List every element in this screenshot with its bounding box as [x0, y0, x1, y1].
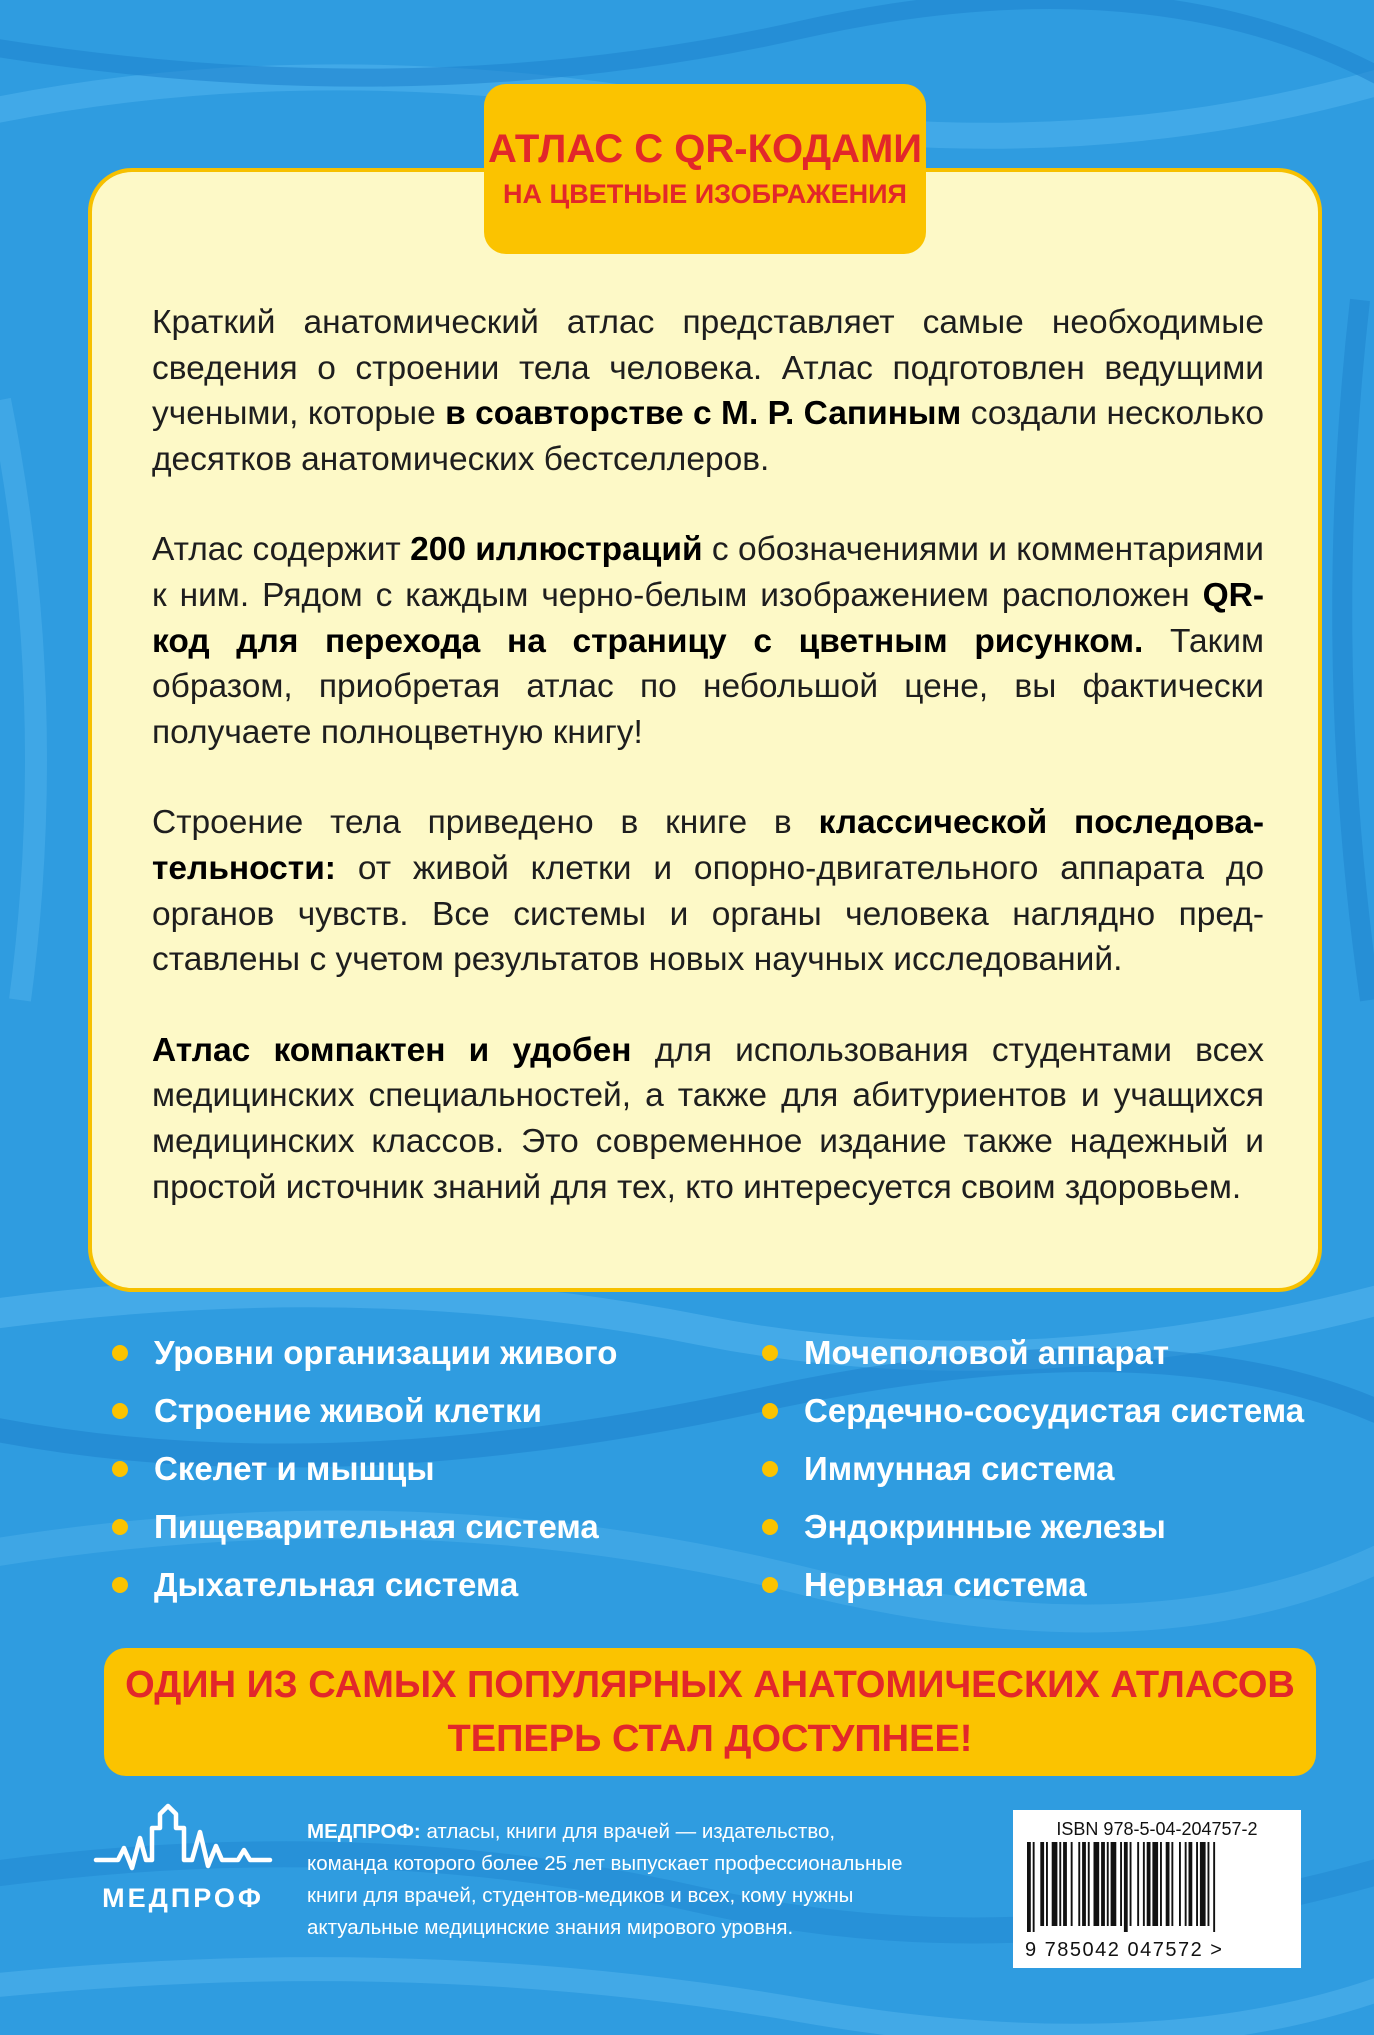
- header-subtitle: НА ЦВЕТНЫЕ ИЗОБРАЖЕНИЯ: [503, 179, 907, 209]
- paragraph-2: Атлас содержит 200 иллюстраций с обозначениями и комментариями к ним. Рядом с каждым черно-белым изображением расположен QR-код для перехода на страницу с цветным рисунком. Таким образом, приобретая атлас по небольшой цене, вы фактически получаете полноцветную книгу!: [152, 531, 1264, 751]
- barcode-bar: [1033, 1842, 1035, 1932]
- barcode-bar: [1046, 1842, 1048, 1926]
- topics-right-column: [750, 1330, 1304, 1620]
- logo-text: МЕДПРОФ: [102, 1883, 264, 1913]
- promo-banner: [104, 1648, 1316, 1776]
- publisher-name: МЕДПРОФ:: [307, 1820, 421, 1843]
- publisher-logo: [88, 1802, 278, 1914]
- barcode-bar: [1200, 1842, 1206, 1926]
- bullet-icon: [112, 1577, 128, 1593]
- list-item: Мочеполовой аппарат: [750, 1330, 1304, 1388]
- topics-left-column: [100, 1330, 617, 1620]
- bullet-icon: [112, 1403, 128, 1419]
- bullet-icon: [762, 1577, 778, 1593]
- paragraph-4: Атлас компактен и удобен для использования студентами всех медицинских специальностей, а также для абитуриентов и учащихся медицинских классов. Это современное издание также надежный и простой источник знаний для тех, кто интересуется своим здоровьем.: [152, 1031, 1264, 1206]
- bullet-icon: [112, 1519, 128, 1535]
- barcode-bar: [1189, 1842, 1193, 1926]
- paragraph-3: Строение тела приведено в книге в классической последовательности: от живой клетки и опорно-двигательного аппарата до органов чувств. Все системы и органы человека наглядно представлены с учетом результатов новых научных исследований.: [152, 804, 1265, 979]
- barcode-bar: [1120, 1842, 1122, 1926]
- barcode-bar: [1124, 1842, 1128, 1932]
- barcode-bar: [1143, 1842, 1145, 1926]
- barcode-bar: [1101, 1842, 1105, 1926]
- barcode-bar: [1147, 1842, 1151, 1926]
- barcode-bar: [1107, 1842, 1109, 1926]
- list-item: Нервная система: [750, 1562, 1304, 1620]
- barcode-bar: [1078, 1842, 1080, 1926]
- barcode-bar: [1166, 1842, 1170, 1926]
- barcode-bar: [1111, 1842, 1117, 1926]
- list-item: Сердечно-сосудистая система: [750, 1388, 1304, 1446]
- barcode-bar: [1063, 1842, 1067, 1926]
- banner-line-1: ОДИН ИЗ САМЫХ ПОПУЛЯРНЫХ АНАТОМИЧЕСКИХ АТЛАСОВ: [125, 1664, 1295, 1706]
- barcode-bar: [1027, 1842, 1031, 1932]
- barcode-bar: [1160, 1842, 1162, 1926]
- list-item: Дыхательная система: [100, 1562, 617, 1620]
- description-text: [152, 300, 1264, 1210]
- barcode-icon: [1025, 1840, 1289, 1932]
- list-item: Эндокринные железы: [750, 1504, 1304, 1562]
- barcode-bar: [1130, 1842, 1132, 1926]
- barcode-bar: [1213, 1842, 1215, 1932]
- highlight: классической последовательности:: [152, 804, 1265, 887]
- barcode-bar: [1094, 1842, 1100, 1926]
- barcode-bar: [1185, 1842, 1187, 1926]
- highlight: Атлас компактен и удобен: [152, 1031, 632, 1069]
- bullet-icon: [762, 1345, 778, 1361]
- bullet-icon: [762, 1461, 778, 1477]
- list-item: Уровни организации живого: [100, 1330, 617, 1388]
- list-item: Скелет и мышцы: [100, 1446, 617, 1504]
- isbn-digits: 9 785042 047572 >: [1025, 1939, 1224, 1961]
- barcode-bar: [1137, 1842, 1139, 1926]
- highlight: 200 иллюстраций: [410, 531, 703, 569]
- isbn-barcode: [1013, 1810, 1301, 1968]
- bullet-icon: [112, 1461, 128, 1477]
- bullet-icon: [112, 1345, 128, 1361]
- isbn-label: ISBN 978-5-04-204757-2: [1056, 1819, 1258, 1839]
- publisher-info: МЕДПРОФ: атласы, книги для врачей — издательство, команда которого более 25 лет выпускает профессиональные книги для врачей, студентов-медиков и всех, кому нужны актуальные медицинские знания мирового уровня.: [307, 1820, 903, 1939]
- pulse-skyline-icon: [88, 1802, 278, 1872]
- barcode-bar: [1196, 1842, 1198, 1926]
- barcode-bar: [1071, 1842, 1073, 1926]
- barcode-bar: [1082, 1842, 1086, 1926]
- paragraph-1: Краткий анатомический атлас представляет самые необходимые сведения о строении тела человека. Атлас подготовлен ведущими учеными, которые в соавторстве с М. Р. Сапиным создали несколько десятков анатомических бестселлеров.: [152, 304, 1264, 478]
- bullet-icon: [762, 1403, 778, 1419]
- highlight: в соавторстве с М. Р. Сапиным: [445, 395, 962, 433]
- bullet-icon: [762, 1519, 778, 1535]
- list-item: Иммунная система: [750, 1446, 1304, 1504]
- header-title: АТЛАС С QR-КОДАМИ: [487, 127, 923, 171]
- barcode-bar: [1179, 1842, 1181, 1926]
- list-item: Пищеварительная система: [100, 1504, 617, 1562]
- barcode-bar: [1208, 1842, 1210, 1926]
- banner-line-2: ТЕПЕРЬ СТАЛ ДОСТУПНЕЕ!: [447, 1718, 973, 1760]
- barcode-bar: [1171, 1842, 1173, 1926]
- topics-list: [100, 1330, 1340, 1630]
- barcode-bar: [1040, 1842, 1044, 1926]
- barcode-bar: [1059, 1842, 1061, 1926]
- barcode-bar: [1152, 1842, 1158, 1926]
- barcode-bar: [1088, 1842, 1090, 1926]
- header-tab: [484, 84, 926, 254]
- highlight: QR-код для перехода на страницу с цветным рисунком.: [152, 576, 1264, 660]
- list-item: Строение живой клетки: [100, 1388, 617, 1446]
- barcode-bar: [1052, 1842, 1058, 1926]
